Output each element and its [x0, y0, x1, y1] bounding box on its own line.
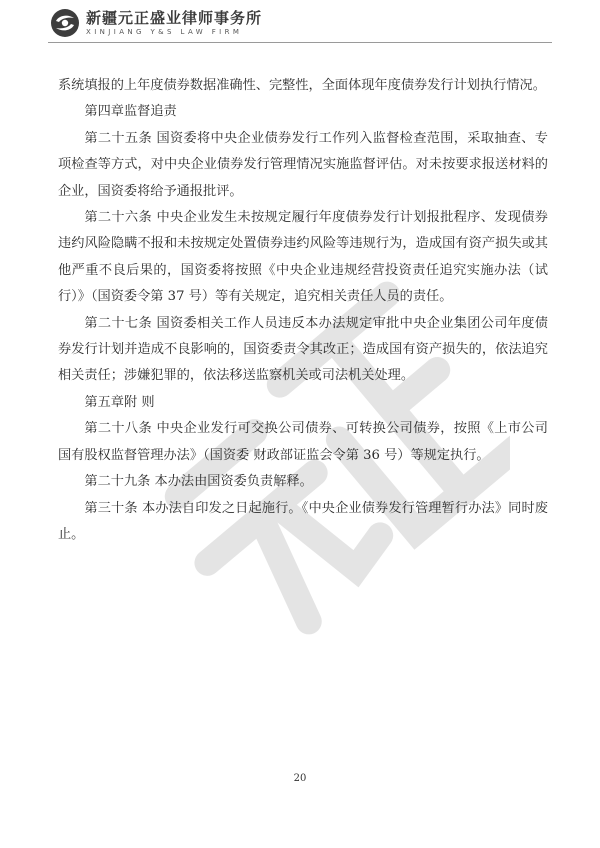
paragraph: 第二十七条 国资委相关工作人员违反本办法规定审批中央企业集团公司年度债券发行计划并造成不良影响的，国资委责令其改正；造成国有资产损失的，依法追究相关责任；涉嫌犯罪的，依法移送监察机关或司法机关处理。 [58, 315, 548, 384]
paragraph: 第二十八条 中央企业发行可交换公司债券、可转换公司债券，按照《上市公司国有股权监督管理办法》（国资委 财政部证监会令第 36 号）等规定执行。 [58, 421, 548, 463]
paragraph: 第二十六条 中央企业发生未按规定履行年度债券发行计划报批程序、发现债券违约风险隐瞒不报和未按规定处置债券违约风险等违规行为，造成国有资产损失或其他严重不良后果的，国资委将按照《中央企业违规经营投资责任追究实施办法（试行）》（国资委令第 37 号）等有关规定，追究相关责任人员的责任。 [58, 210, 548, 305]
paragraph: 第三十条 本办法自印发之日起施行。《中央企业债券发行管理暂行办法》同时废止。 [58, 500, 548, 542]
header-divider [48, 42, 552, 43]
paragraph: 第四章监督追责 [84, 104, 177, 120]
document-body [58, 73, 548, 548]
paragraph: 第二十五条 国资委将中央企业债券发行工作列入监督检查范围，采取抽查、专项检查等方式，对中央企业债券发行管理情况实施监督评估。对未按要求报送材料的企业，国资委将给予通报批评。 [58, 130, 548, 199]
firm-name-english: XINJIANG Y&S LAW FIRM [86, 27, 243, 36]
page-number: 20 [293, 773, 307, 784]
paragraph: 系统填报的上年度债券数据准确性、完整性，全面体现年度债券发行计划执行情况。 [58, 78, 546, 93]
paragraph: 第五章附 则 [84, 394, 155, 410]
firm-name: 新疆元正盛业律师事务所 [86, 8, 263, 27]
firm-logo-icon [50, 8, 80, 38]
paragraph: 第二十九条 本办法由国资委负责解释。 [84, 474, 313, 490]
page-header [50, 6, 262, 40]
